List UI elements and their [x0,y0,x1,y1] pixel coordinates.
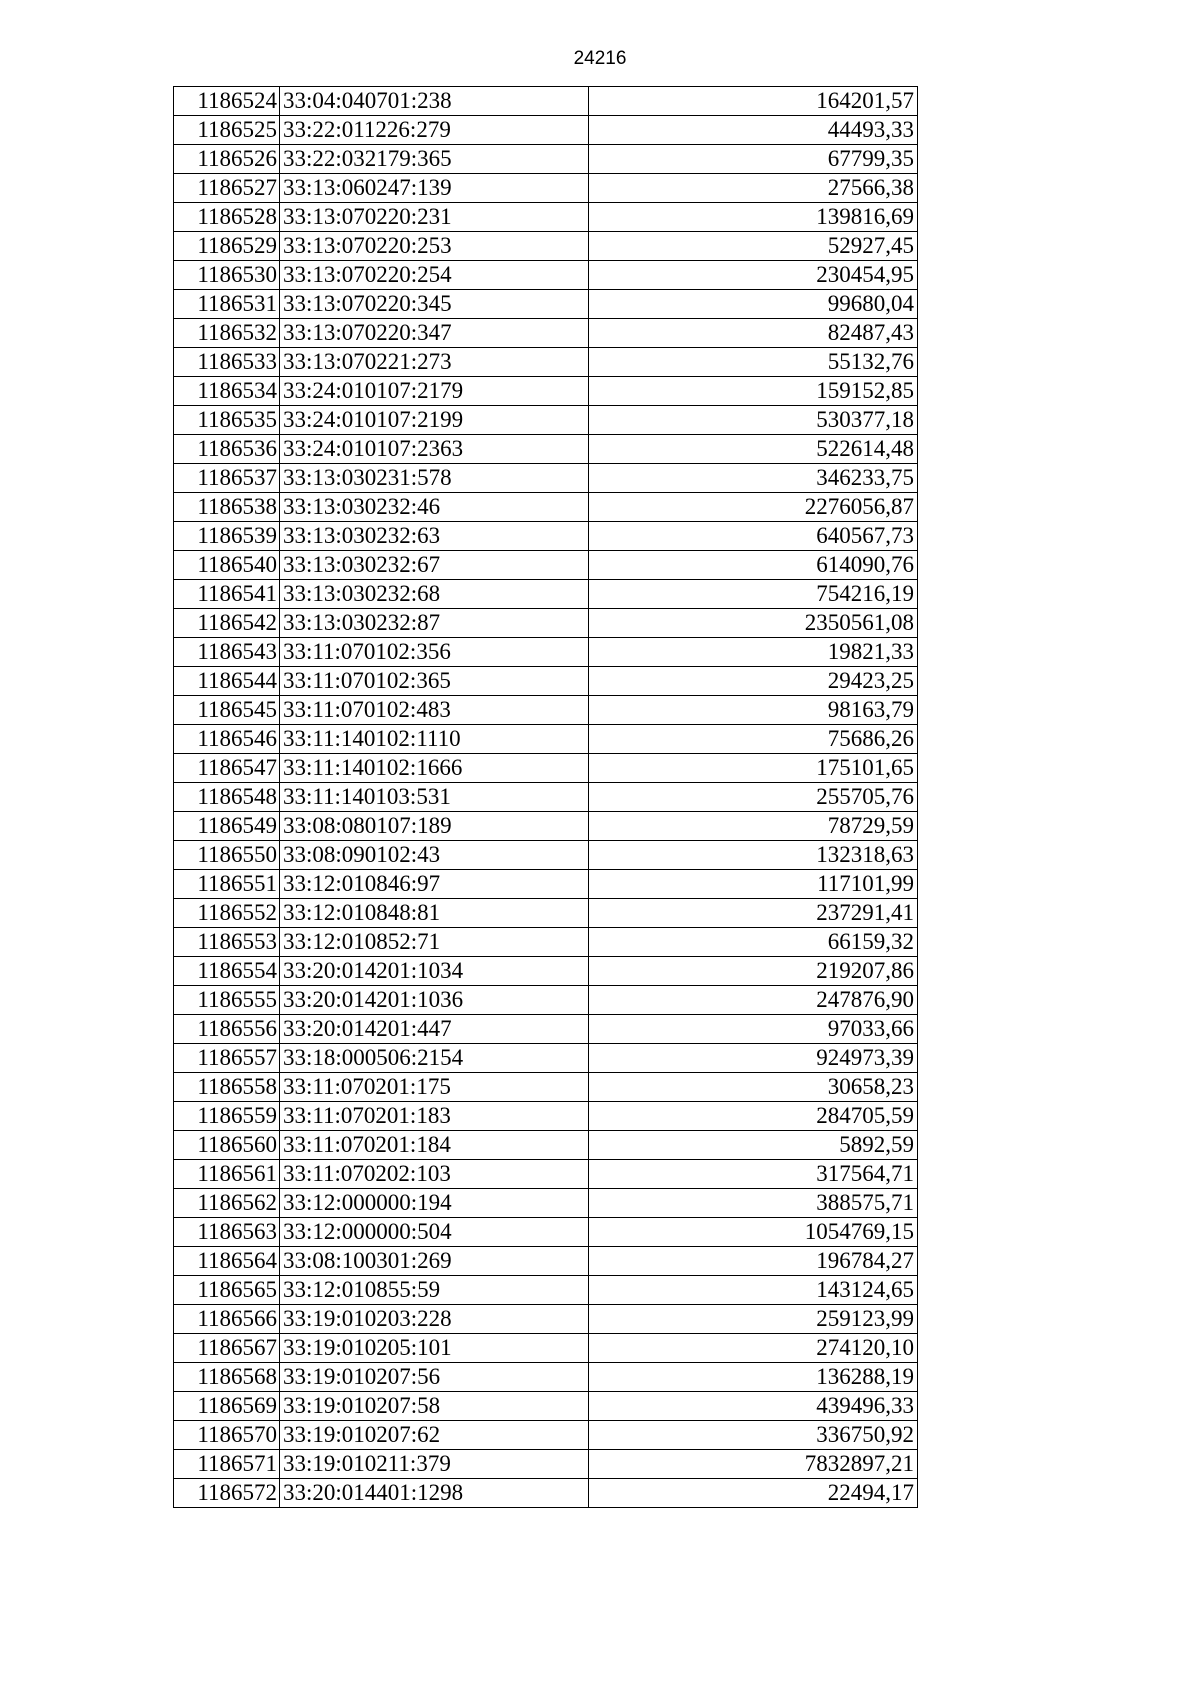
table-row [174,870,918,899]
table-row [174,435,918,464]
cadastral-number-cell: 33:13:070220:254 [280,261,589,290]
cadastral-number-cell: 33:20:014201:1034 [280,957,589,986]
row-id-cell: 1186534 [174,377,280,406]
table-row [174,812,918,841]
row-id-cell: 1186536 [174,435,280,464]
cadastral-number-cell: 33:12:010852:71 [280,928,589,957]
value-cell: 29423,25 [589,667,918,696]
table-row [174,493,918,522]
value-cell: 237291,41 [589,899,918,928]
value-cell: 388575,71 [589,1189,918,1218]
cadastral-number-cell: 33:22:032179:365 [280,145,589,174]
value-cell: 259123,99 [589,1305,918,1334]
row-id-cell: 1186525 [174,116,280,145]
cadastral-number-cell: 33:19:010205:101 [280,1334,589,1363]
row-id-cell: 1186548 [174,783,280,812]
row-id-cell: 1186562 [174,1189,280,1218]
table-row [174,1218,918,1247]
row-id-cell: 1186560 [174,1131,280,1160]
value-cell: 132318,63 [589,841,918,870]
value-cell: 139816,69 [589,203,918,232]
table-row [174,1044,918,1073]
value-cell: 30658,23 [589,1073,918,1102]
value-cell: 52927,45 [589,232,918,261]
cadastral-number-cell: 33:08:080107:189 [280,812,589,841]
table-row [174,1450,918,1479]
row-id-cell: 1186551 [174,870,280,899]
value-cell: 99680,04 [589,290,918,319]
cadastral-number-cell: 33:20:014201:1036 [280,986,589,1015]
table-row [174,203,918,232]
row-id-cell: 1186558 [174,1073,280,1102]
cadastral-number-cell: 33:13:070220:345 [280,290,589,319]
cadastral-number-cell: 33:12:000000:194 [280,1189,589,1218]
row-id-cell: 1186559 [174,1102,280,1131]
cadastral-number-cell: 33:19:010203:228 [280,1305,589,1334]
row-id-cell: 1186568 [174,1363,280,1392]
table-row [174,87,918,116]
value-cell: 196784,27 [589,1247,918,1276]
table-row [174,319,918,348]
cadastral-number-cell: 33:04:040701:238 [280,87,589,116]
value-cell: 522614,48 [589,435,918,464]
table-row [174,290,918,319]
cadastral-number-cell: 33:13:060247:139 [280,174,589,203]
table-row [174,1247,918,1276]
value-cell: 19821,33 [589,638,918,667]
table-row [174,841,918,870]
row-id-cell: 1186533 [174,348,280,377]
table-row [174,580,918,609]
value-cell: 1054769,15 [589,1218,918,1247]
cadastral-number-cell: 33:13:070220:347 [280,319,589,348]
value-cell: 346233,75 [589,464,918,493]
row-id-cell: 1186528 [174,203,280,232]
table-row [174,464,918,493]
row-id-cell: 1186539 [174,522,280,551]
cadastral-number-cell: 33:12:010848:81 [280,899,589,928]
value-cell: 230454,95 [589,261,918,290]
row-id-cell: 1186567 [174,1334,280,1363]
value-cell: 530377,18 [589,406,918,435]
value-cell: 117101,99 [589,870,918,899]
cadastral-number-cell: 33:22:011226:279 [280,116,589,145]
cadastral-number-cell: 33:08:090102:43 [280,841,589,870]
row-id-cell: 1186530 [174,261,280,290]
row-id-cell: 1186557 [174,1044,280,1073]
cadastral-number-cell: 33:11:070102:356 [280,638,589,667]
value-cell: 143124,65 [589,1276,918,1305]
row-id-cell: 1186549 [174,812,280,841]
cadastral-number-cell: 33:24:010107:2199 [280,406,589,435]
row-id-cell: 1186543 [174,638,280,667]
page-number: 24216 [573,48,627,69]
table-row [174,1189,918,1218]
table-row [174,1015,918,1044]
table-row [174,783,918,812]
value-cell: 640567,73 [589,522,918,551]
row-id-cell: 1186569 [174,1392,280,1421]
cadastral-number-cell: 33:19:010207:56 [280,1363,589,1392]
row-id-cell: 1186547 [174,754,280,783]
cadastral-number-cell: 33:11:140103:531 [280,783,589,812]
row-id-cell: 1186570 [174,1421,280,1450]
table-row [174,551,918,580]
row-id-cell: 1186552 [174,899,280,928]
cadastral-number-cell: 33:11:070202:103 [280,1160,589,1189]
cadastral-number-cell: 33:13:030231:578 [280,464,589,493]
cadastral-number-cell: 33:19:010207:58 [280,1392,589,1421]
table-row [174,522,918,551]
cadastral-number-cell: 33:12:010855:59 [280,1276,589,1305]
cadastral-value-table [173,86,918,1508]
table-row [174,377,918,406]
value-cell: 27566,38 [589,174,918,203]
row-id-cell: 1186556 [174,1015,280,1044]
cadastral-number-cell: 33:20:014401:1298 [280,1479,589,1508]
value-cell: 175101,65 [589,754,918,783]
row-id-cell: 1186532 [174,319,280,348]
value-cell: 136288,19 [589,1363,918,1392]
table-row [174,174,918,203]
table-row [174,1276,918,1305]
cadastral-number-cell: 33:13:030232:63 [280,522,589,551]
value-cell: 754216,19 [589,580,918,609]
row-id-cell: 1186544 [174,667,280,696]
row-id-cell: 1186537 [174,464,280,493]
cadastral-number-cell: 33:08:100301:269 [280,1247,589,1276]
value-cell: 82487,43 [589,319,918,348]
table-row [174,1305,918,1334]
value-cell: 924973,39 [589,1044,918,1073]
value-cell: 159152,85 [589,377,918,406]
row-id-cell: 1186561 [174,1160,280,1189]
cadastral-number-cell: 33:19:010211:379 [280,1450,589,1479]
value-cell: 439496,33 [589,1392,918,1421]
cadastral-number-cell: 33:11:070201:183 [280,1102,589,1131]
row-id-cell: 1186535 [174,406,280,435]
row-id-cell: 1186542 [174,609,280,638]
cadastral-number-cell: 33:12:000000:504 [280,1218,589,1247]
table-body [174,87,918,1508]
value-cell: 2276056,87 [589,493,918,522]
cadastral-number-cell: 33:11:140102:1110 [280,725,589,754]
cadastral-number-cell: 33:18:000506:2154 [280,1044,589,1073]
cadastral-number-cell: 33:13:070220:231 [280,203,589,232]
value-cell: 284705,59 [589,1102,918,1131]
cadastral-number-cell: 33:11:070102:483 [280,696,589,725]
value-cell: 255705,76 [589,783,918,812]
value-cell: 75686,26 [589,725,918,754]
table-row [174,1073,918,1102]
cadastral-number-cell: 33:11:140102:1666 [280,754,589,783]
value-cell: 317564,71 [589,1160,918,1189]
cadastral-number-cell: 33:13:030232:67 [280,551,589,580]
table-row [174,145,918,174]
table-row [174,986,918,1015]
row-id-cell: 1186541 [174,580,280,609]
cadastral-number-cell: 33:13:030232:46 [280,493,589,522]
table-row [174,725,918,754]
value-cell: 98163,79 [589,696,918,725]
value-cell: 274120,10 [589,1334,918,1363]
row-id-cell: 1186565 [174,1276,280,1305]
row-id-cell: 1186524 [174,87,280,116]
row-id-cell: 1186566 [174,1305,280,1334]
table-row [174,1421,918,1450]
cadastral-number-cell: 33:24:010107:2363 [280,435,589,464]
table-row [174,928,918,957]
table-row [174,116,918,145]
table-row [174,1131,918,1160]
value-cell: 614090,76 [589,551,918,580]
table-row [174,232,918,261]
table-row [174,957,918,986]
table-row [174,754,918,783]
row-id-cell: 1186554 [174,957,280,986]
row-id-cell: 1186531 [174,290,280,319]
row-id-cell: 1186555 [174,986,280,1015]
row-id-cell: 1186538 [174,493,280,522]
table-row [174,696,918,725]
row-id-cell: 1186571 [174,1450,280,1479]
table-row [174,1479,918,1508]
cadastral-number-cell: 33:11:070201:175 [280,1073,589,1102]
value-cell: 78729,59 [589,812,918,841]
cadastral-number-cell: 33:13:030232:68 [280,580,589,609]
value-cell: 22494,17 [589,1479,918,1508]
table-row [174,406,918,435]
value-cell: 247876,90 [589,986,918,1015]
table-row [174,638,918,667]
table-row [174,1392,918,1421]
table-row [174,609,918,638]
row-id-cell: 1186563 [174,1218,280,1247]
table-row [174,899,918,928]
value-cell: 97033,66 [589,1015,918,1044]
row-id-cell: 1186545 [174,696,280,725]
row-id-cell: 1186553 [174,928,280,957]
value-cell: 2350561,08 [589,609,918,638]
row-id-cell: 1186546 [174,725,280,754]
value-cell: 219207,86 [589,957,918,986]
cadastral-number-cell: 33:11:070201:184 [280,1131,589,1160]
cadastral-number-cell: 33:13:030232:87 [280,609,589,638]
table-row [174,667,918,696]
cadastral-number-cell: 33:19:010207:62 [280,1421,589,1450]
row-id-cell: 1186550 [174,841,280,870]
row-id-cell: 1186572 [174,1479,280,1508]
value-cell: 55132,76 [589,348,918,377]
table-row [174,1334,918,1363]
value-cell: 67799,35 [589,145,918,174]
row-id-cell: 1186540 [174,551,280,580]
table-row [174,261,918,290]
table-row [174,1160,918,1189]
cadastral-number-cell: 33:20:014201:447 [280,1015,589,1044]
table-row [174,348,918,377]
value-cell: 7832897,21 [589,1450,918,1479]
table-row [174,1363,918,1392]
cadastral-number-cell: 33:11:070102:365 [280,667,589,696]
value-cell: 44493,33 [589,116,918,145]
cadastral-number-cell: 33:12:010846:97 [280,870,589,899]
row-id-cell: 1186529 [174,232,280,261]
value-cell: 164201,57 [589,87,918,116]
row-id-cell: 1186564 [174,1247,280,1276]
table-row [174,1102,918,1131]
row-id-cell: 1186526 [174,145,280,174]
value-cell: 66159,32 [589,928,918,957]
row-id-cell: 1186527 [174,174,280,203]
cadastral-number-cell: 33:24:010107:2179 [280,377,589,406]
value-cell: 5892,59 [589,1131,918,1160]
value-cell: 336750,92 [589,1421,918,1450]
cadastral-number-cell: 33:13:070220:253 [280,232,589,261]
cadastral-number-cell: 33:13:070221:273 [280,348,589,377]
